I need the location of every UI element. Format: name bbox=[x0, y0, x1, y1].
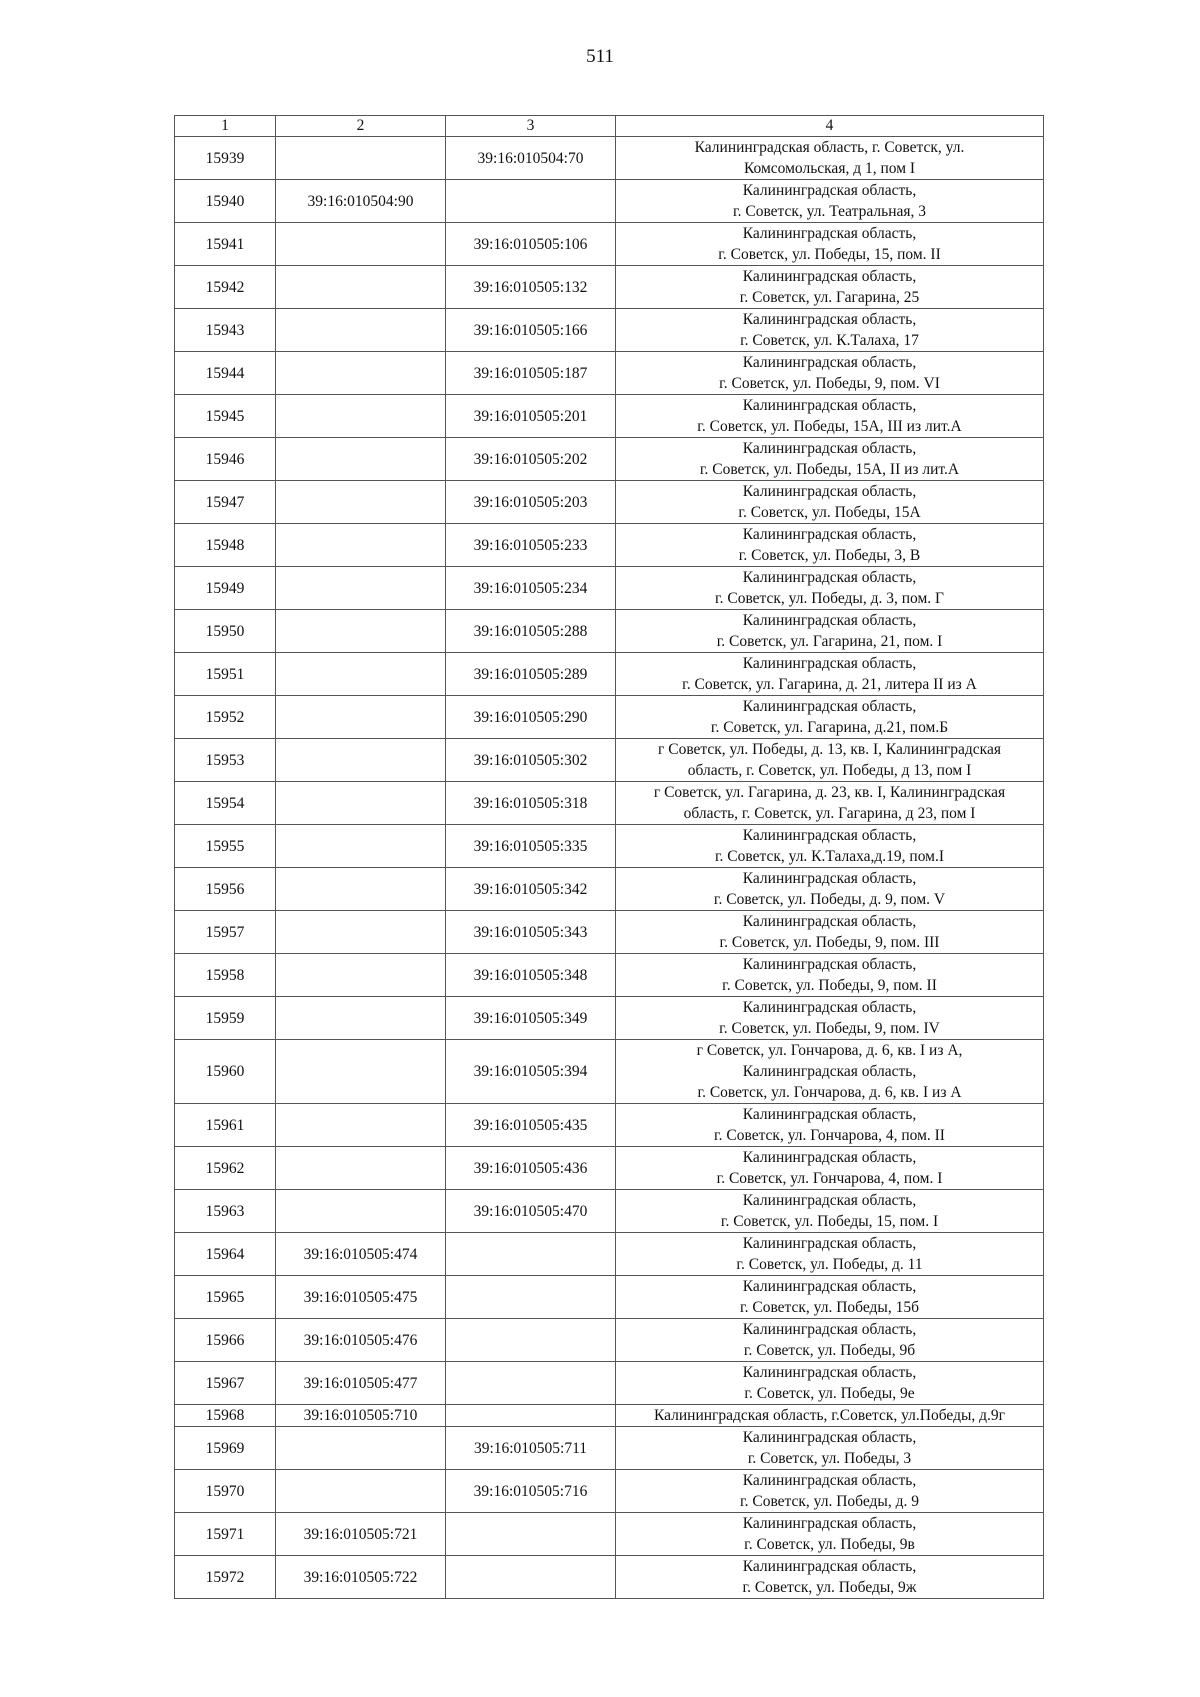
table-row bbox=[175, 1040, 1044, 1104]
table-body bbox=[175, 137, 1044, 1599]
cadastral-number-cell bbox=[276, 524, 446, 567]
address-cell: Калининградская область, г. Советск, ул. Победы, 9е bbox=[616, 1362, 1044, 1405]
cadastral-number-cell: 39:16:010505:711 bbox=[446, 1427, 616, 1470]
address-cell: Калининградская область, г. Советск, ул. К.Талаха,д.19, пом.I bbox=[616, 825, 1044, 868]
cadastral-number-cell: 39:16:010505:343 bbox=[446, 911, 616, 954]
row-number-cell: 15949 bbox=[175, 567, 276, 610]
cadastral-number-cell: 39:16:010505:716 bbox=[446, 1470, 616, 1513]
cadastral-number-cell: 39:16:010504:90 bbox=[276, 180, 446, 223]
address-cell: Калининградская область, г. Советск, ул. Комсомольская, д 1, пом I bbox=[616, 137, 1044, 180]
cadastral-number-cell bbox=[276, 137, 446, 180]
table-row bbox=[175, 223, 1044, 266]
table-row bbox=[175, 1362, 1044, 1405]
cadastral-number-cell bbox=[446, 1233, 616, 1276]
row-number-cell: 15942 bbox=[175, 266, 276, 309]
cadastral-number-cell bbox=[446, 1319, 616, 1362]
table-row bbox=[175, 395, 1044, 438]
cadastral-number-cell bbox=[446, 180, 616, 223]
page-number: 511 bbox=[586, 46, 614, 67]
cadastral-number-cell: 39:16:010505:342 bbox=[446, 868, 616, 911]
registry-table bbox=[174, 115, 1044, 1599]
table-row bbox=[175, 911, 1044, 954]
table-row bbox=[175, 1190, 1044, 1233]
row-number-cell: 15957 bbox=[175, 911, 276, 954]
cadastral-number-cell bbox=[276, 997, 446, 1040]
table-row bbox=[175, 352, 1044, 395]
cadastral-number-cell: 39:16:010505:187 bbox=[446, 352, 616, 395]
row-number-cell: 15953 bbox=[175, 739, 276, 782]
address-cell: Калининградская область, г. Советск, ул. Победы, 9, пом. II bbox=[616, 954, 1044, 997]
cadastral-number-cell: 39:16:010505:234 bbox=[446, 567, 616, 610]
address-cell: Калининградская область, г. Советск, ул. Гагарина, 25 bbox=[616, 266, 1044, 309]
table-row bbox=[175, 610, 1044, 653]
cadastral-number-cell: 39:16:010505:477 bbox=[276, 1362, 446, 1405]
cadastral-number-cell bbox=[276, 954, 446, 997]
cadastral-number-cell: 39:16:010505:470 bbox=[446, 1190, 616, 1233]
cadastral-number-cell: 39:16:010505:302 bbox=[446, 739, 616, 782]
address-cell: Калининградская область, г. Советск, ул. Гагарина, 21, пом. I bbox=[616, 610, 1044, 653]
cadastral-number-cell: 39:16:010505:348 bbox=[446, 954, 616, 997]
cadastral-number-cell bbox=[446, 1513, 616, 1556]
table-row bbox=[175, 1470, 1044, 1513]
table-row bbox=[175, 438, 1044, 481]
cadastral-number-cell: 39:16:010505:132 bbox=[446, 266, 616, 309]
row-number-cell: 15967 bbox=[175, 1362, 276, 1405]
address-cell: Калининградская область, г. Советск, ул. К.Талаха, 17 bbox=[616, 309, 1044, 352]
cadastral-number-cell bbox=[276, 1427, 446, 1470]
row-number-cell: 15945 bbox=[175, 395, 276, 438]
row-number-cell: 15948 bbox=[175, 524, 276, 567]
cadastral-number-cell bbox=[276, 825, 446, 868]
table-row bbox=[175, 309, 1044, 352]
table-row bbox=[175, 524, 1044, 567]
table-row bbox=[175, 782, 1044, 825]
column-header-4: 4 bbox=[616, 116, 1044, 137]
row-number-cell: 15959 bbox=[175, 997, 276, 1040]
cadastral-number-cell: 39:16:010505:289 bbox=[446, 653, 616, 696]
row-number-cell: 15964 bbox=[175, 1233, 276, 1276]
cadastral-number-cell: 39:16:010505:394 bbox=[446, 1040, 616, 1104]
cadastral-number-cell bbox=[276, 438, 446, 481]
row-number-cell: 15944 bbox=[175, 352, 276, 395]
cadastral-number-cell bbox=[276, 610, 446, 653]
cadastral-number-cell: 39:16:010505:436 bbox=[446, 1147, 616, 1190]
row-number-cell: 15954 bbox=[175, 782, 276, 825]
address-cell: Калининградская область, г. Советск, ул. Победы, 3 bbox=[616, 1427, 1044, 1470]
address-cell: г Советск, ул. Гончарова, д. 6, кв. I из А, Калининградская область, г. Советск, ул. Гончарова, д. 6, кв. I из А bbox=[616, 1040, 1044, 1104]
address-cell: Калининградская область, г.Советск, ул.Победы, д.9г bbox=[616, 1405, 1044, 1427]
cadastral-number-cell bbox=[276, 739, 446, 782]
address-cell: Калининградская область, г. Советск, ул. Гагарина, д.21, пом.Б bbox=[616, 696, 1044, 739]
row-number-cell: 15968 bbox=[175, 1405, 276, 1427]
cadastral-number-cell bbox=[276, 309, 446, 352]
address-cell: Калининградская область, г. Советск, ул. Победы, д. 9 bbox=[616, 1470, 1044, 1513]
table-header bbox=[175, 116, 1044, 137]
cadastral-number-cell: 39:16:010505:166 bbox=[446, 309, 616, 352]
cadastral-number-cell bbox=[276, 1190, 446, 1233]
cadastral-number-cell: 39:16:010505:722 bbox=[276, 1556, 446, 1599]
row-number-cell: 15952 bbox=[175, 696, 276, 739]
cadastral-number-cell bbox=[446, 1276, 616, 1319]
table-row bbox=[175, 481, 1044, 524]
cadastral-number-cell bbox=[276, 653, 446, 696]
address-cell: Калининградская область, г. Советск, ул. Победы, 9в bbox=[616, 1513, 1044, 1556]
cadastral-number-cell: 39:16:010505:233 bbox=[446, 524, 616, 567]
cadastral-number-cell bbox=[276, 266, 446, 309]
row-number-cell: 15956 bbox=[175, 868, 276, 911]
cadastral-number-cell bbox=[446, 1362, 616, 1405]
cadastral-number-cell: 39:16:010505:435 bbox=[446, 1104, 616, 1147]
address-cell: Калининградская область, г. Советск, ул. Победы, 9ж bbox=[616, 1556, 1044, 1599]
cadastral-number-cell: 39:16:010505:201 bbox=[446, 395, 616, 438]
cadastral-number-cell bbox=[276, 782, 446, 825]
address-cell: Калининградская область, г. Советск, ул. Гагарина, д. 21, литера II из А bbox=[616, 653, 1044, 696]
address-cell: Калининградская область, г. Советск, ул. Победы, 9б bbox=[616, 1319, 1044, 1362]
table-row bbox=[175, 567, 1044, 610]
table-row bbox=[175, 1104, 1044, 1147]
address-cell: Калининградская область, г. Советск, ул. Победы, 9, пом. III bbox=[616, 911, 1044, 954]
address-cell: Калининградская область, г. Советск, ул. Победы, 15б bbox=[616, 1276, 1044, 1319]
table-row bbox=[175, 825, 1044, 868]
cadastral-number-cell: 39:16:010505:710 bbox=[276, 1405, 446, 1427]
cadastral-number-cell bbox=[446, 1556, 616, 1599]
table-row bbox=[175, 1405, 1044, 1427]
row-number-cell: 15941 bbox=[175, 223, 276, 266]
address-cell: Калининградская область, г. Советск, ул. Победы, 15А bbox=[616, 481, 1044, 524]
row-number-cell: 15970 bbox=[175, 1470, 276, 1513]
row-number-cell: 15940 bbox=[175, 180, 276, 223]
table-row bbox=[175, 180, 1044, 223]
row-number-cell: 15960 bbox=[175, 1040, 276, 1104]
table-row bbox=[175, 868, 1044, 911]
cadastral-number-cell: 39:16:010504:70 bbox=[446, 137, 616, 180]
table-row bbox=[175, 1233, 1044, 1276]
cadastral-number-cell: 39:16:010505:349 bbox=[446, 997, 616, 1040]
cadastral-number-cell bbox=[276, 395, 446, 438]
cadastral-number-cell: 39:16:010505:203 bbox=[446, 481, 616, 524]
cadastral-number-cell: 39:16:010505:106 bbox=[446, 223, 616, 266]
cadastral-number-cell bbox=[276, 1104, 446, 1147]
address-cell: Калининградская область, г. Советск, ул. Победы, д. 3, пом. Г bbox=[616, 567, 1044, 610]
row-number-cell: 15963 bbox=[175, 1190, 276, 1233]
cadastral-number-cell: 39:16:010505:476 bbox=[276, 1319, 446, 1362]
cadastral-number-cell bbox=[276, 696, 446, 739]
address-cell: Калининградская область, г. Советск, ул. Победы, д. 11 bbox=[616, 1233, 1044, 1276]
table-row bbox=[175, 696, 1044, 739]
cadastral-number-cell: 39:16:010505:475 bbox=[276, 1276, 446, 1319]
cadastral-number-cell: 39:16:010505:290 bbox=[446, 696, 616, 739]
row-number-cell: 15950 bbox=[175, 610, 276, 653]
column-header-1: 1 bbox=[175, 116, 276, 137]
cadastral-number-cell: 39:16:010505:474 bbox=[276, 1233, 446, 1276]
address-cell: Калининградская область, г. Советск, ул. Победы, 15А, II из лит.А bbox=[616, 438, 1044, 481]
row-number-cell: 15966 bbox=[175, 1319, 276, 1362]
cadastral-number-cell bbox=[276, 1147, 446, 1190]
cadastral-number-cell: 39:16:010505:318 bbox=[446, 782, 616, 825]
row-number-cell: 15972 bbox=[175, 1556, 276, 1599]
cadastral-number-cell bbox=[276, 567, 446, 610]
cadastral-number-cell: 39:16:010505:335 bbox=[446, 825, 616, 868]
cadastral-number-cell bbox=[276, 868, 446, 911]
cadastral-number-cell: 39:16:010505:288 bbox=[446, 610, 616, 653]
cadastral-number-cell bbox=[276, 352, 446, 395]
column-header-2: 2 bbox=[276, 116, 446, 137]
row-number-cell: 15939 bbox=[175, 137, 276, 180]
cadastral-number-cell bbox=[276, 1040, 446, 1104]
address-cell: Калининградская область, г. Советск, ул. Победы, 9, пом. VI bbox=[616, 352, 1044, 395]
row-number-cell: 15965 bbox=[175, 1276, 276, 1319]
address-cell: Калининградская область, г. Советск, ул. Победы, д. 9, пом. V bbox=[616, 868, 1044, 911]
row-number-cell: 15971 bbox=[175, 1513, 276, 1556]
cadastral-number-cell bbox=[276, 911, 446, 954]
address-cell: г Советск, ул. Гагарина, д. 23, кв. I, Калининградская область, г. Советск, ул. Гагарина, д 23, пом I bbox=[616, 782, 1044, 825]
table-row bbox=[175, 954, 1044, 997]
table-row bbox=[175, 1556, 1044, 1599]
table-row bbox=[175, 997, 1044, 1040]
row-number-cell: 15962 bbox=[175, 1147, 276, 1190]
table-row bbox=[175, 1319, 1044, 1362]
address-cell: Калининградская область, г. Советск, ул. Победы, 3, В bbox=[616, 524, 1044, 567]
address-cell: Калининградская область, г. Советск, ул. Победы, 15А, III из лит.А bbox=[616, 395, 1044, 438]
cadastral-number-cell bbox=[276, 223, 446, 266]
cadastral-number-cell bbox=[276, 481, 446, 524]
row-number-cell: 15961 bbox=[175, 1104, 276, 1147]
row-number-cell: 15946 bbox=[175, 438, 276, 481]
address-cell: г Советск, ул. Победы, д. 13, кв. I, Калининградская область, г. Советск, ул. Победы, д 13, пом I bbox=[616, 739, 1044, 782]
cadastral-number-cell: 39:16:010505:721 bbox=[276, 1513, 446, 1556]
row-number-cell: 15955 bbox=[175, 825, 276, 868]
table-row bbox=[175, 266, 1044, 309]
table-row bbox=[175, 653, 1044, 696]
table-row bbox=[175, 1513, 1044, 1556]
table-row bbox=[175, 1276, 1044, 1319]
header-row bbox=[175, 116, 1044, 137]
address-cell: Калининградская область, г. Советск, ул. Победы, 15, пом. I bbox=[616, 1190, 1044, 1233]
address-cell: Калининградская область, г. Советск, ул. Гончарова, 4, пом. II bbox=[616, 1104, 1044, 1147]
column-header-3: 3 bbox=[446, 116, 616, 137]
table-row bbox=[175, 1427, 1044, 1470]
row-number-cell: 15947 bbox=[175, 481, 276, 524]
row-number-cell: 15951 bbox=[175, 653, 276, 696]
address-cell: Калининградская область, г. Советск, ул. Победы, 9, пом. IV bbox=[616, 997, 1044, 1040]
cadastral-number-cell bbox=[446, 1405, 616, 1427]
table-row bbox=[175, 137, 1044, 180]
address-cell: Калининградская область, г. Советск, ул. Гончарова, 4, пом. I bbox=[616, 1147, 1044, 1190]
row-number-cell: 15958 bbox=[175, 954, 276, 997]
address-cell: Калининградская область, г. Советск, ул. Победы, 15, пом. II bbox=[616, 223, 1044, 266]
row-number-cell: 15943 bbox=[175, 309, 276, 352]
row-number-cell: 15969 bbox=[175, 1427, 276, 1470]
cadastral-number-cell: 39:16:010505:202 bbox=[446, 438, 616, 481]
address-cell: Калининградская область, г. Советск, ул. Театральная, 3 bbox=[616, 180, 1044, 223]
table-row bbox=[175, 1147, 1044, 1190]
cadastral-number-cell bbox=[276, 1470, 446, 1513]
table-row bbox=[175, 739, 1044, 782]
